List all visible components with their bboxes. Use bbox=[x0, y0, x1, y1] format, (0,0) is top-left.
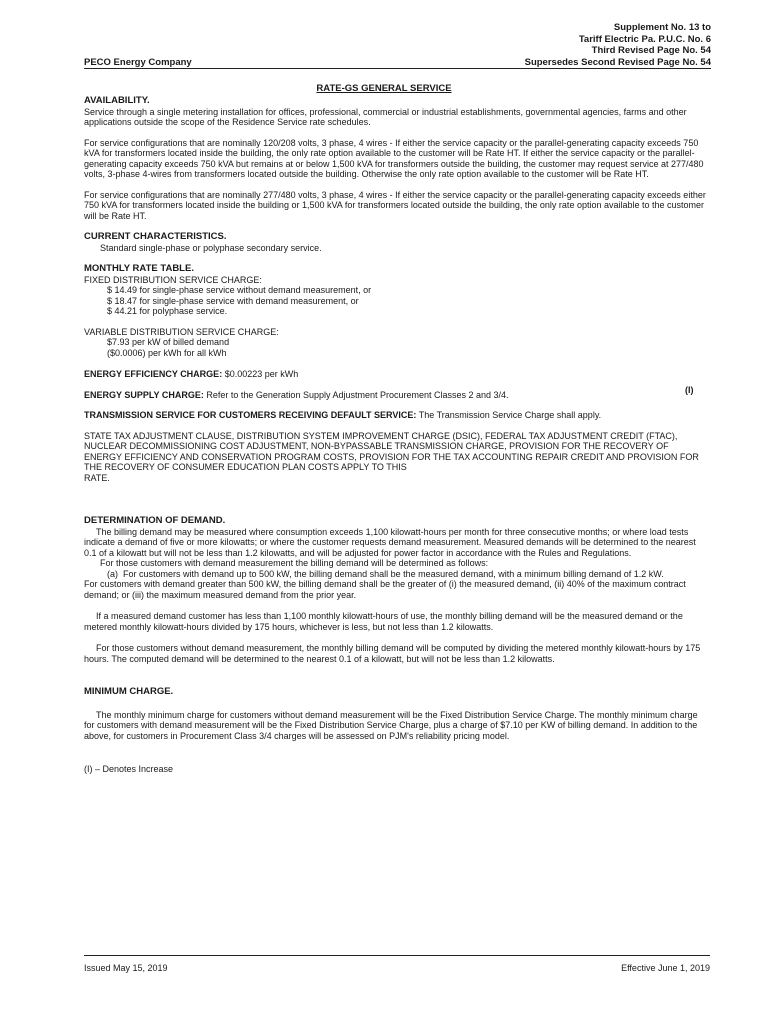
state-tax-clause-end: RATE. bbox=[84, 472, 110, 483]
fixed-charge-item: $ 44.21 for polyphase service. bbox=[107, 306, 228, 316]
minimum-charge-paragraph: The monthly minimum charge for customers without demand measurement will be the Fixed Distribution Service Charge. The monthly minimum charge for customers with demand measurement will be the Fixed Distribution Service Charge, plus a charge of $7.10 per KW of billing demand. In addition to the above, for customers in Procurement Class 3/4 charges will be assessed on PJM's reliability pricing model. bbox=[84, 709, 698, 741]
fixed-charge-item: $ 18.47 for single-phase service with demand measurement, or bbox=[107, 295, 359, 306]
increase-marker: (I) bbox=[685, 385, 694, 395]
page-title: RATE-GS GENERAL SERVICE bbox=[316, 83, 452, 94]
demand-paragraph-1: The billing demand may be measured where consumption exceeds 1,100 kilowatt-hours per month for three consecutive months; or where load tests indicate a demand of five or more kilowatts; or where the customer requests demand measurement. Measured demands will be determined to the nearest 0.1 of a kilowatt but will not be less than 1.2 kilowatts, and will be adjusted for power factor in accordance with the Rules and Regulations. bbox=[84, 526, 696, 558]
determination-of-demand-heading: DETERMINATION OF DEMAND. bbox=[84, 515, 226, 526]
energy-supply-text: Refer to the Generation Supply Adjustment Procurement Classes 2 and 3/4. bbox=[206, 389, 509, 400]
state-tax-clause: STATE TAX ADJUSTMENT CLAUSE, DISTRIBUTION SYSTEM IMPROVEMENT CHARGE (DSIC), FEDERAL TAX ADJUSTMENT CREDIT (FTAC), NUCLEAR DECOMMISSIONING COST ADJUSTMENT, NON-BYPASSABLE TRANSMISSION CHARGE, PROVISION FOR THE RECOVERY OF ENERGY EFFICIENCY AND CONSERVATION PROGRAM COSTS, PROVISION FOR THE TAX ACCOUNTING REPAIR CREDIT AND PROVISION FOR THE RECOVERY OF CONSUMER EDUCATION PLAN COSTS APPLY TO THIS bbox=[84, 430, 699, 472]
energy-efficiency-charge bbox=[84, 369, 708, 380]
demand-item-a-text: For customers with demand up to 500 kW, the billing demand shall be the measured demand, with a minimum billing demand of 1.2 kW. bbox=[123, 568, 664, 579]
effective-date: Effective June 1, 2019 bbox=[621, 963, 710, 973]
revised-page-line: Third Revised Page No. 54 bbox=[591, 45, 711, 57]
variable-charge-item: $7.93 per kW of billed demand bbox=[107, 337, 230, 347]
transmission-service-label: TRANSMISSION SERVICE FOR CUSTOMERS RECEIVING DEFAULT SERVICE: bbox=[84, 410, 417, 420]
demand-item-a-label: (a) bbox=[107, 568, 118, 579]
demand-paragraph-2: For those customers with demand measurement the billing demand will be determined as follows: bbox=[100, 558, 489, 568]
availability-paragraph-3: For service configurations that are nominally 277/480 volts, 3 phase, 4 wires - If either the service capacity or the parallel-generating capacity exceeds either 750 kVA for transformers located inside the building or 1,500 kVA for transformers located outside the building, the only rate option available to the customer will be Rate HT. bbox=[84, 189, 706, 221]
energy-efficiency-label: ENERGY EFFICIENCY CHARGE: bbox=[84, 369, 223, 379]
issued-date: Issued May 15, 2019 bbox=[84, 963, 168, 973]
variable-charge-item: ($0.0006) per kWh for all kWh bbox=[107, 347, 227, 358]
denotes-increase-note: (I) – Denotes Increase bbox=[84, 764, 174, 774]
demand-paragraph-3: For customers with demand greater than 500 kW, the billing demand shall be the greater of (i) the measured demand, (ii) 40% of the maximum contract demand; or (iii) the maximum measured demand from the prior year. bbox=[84, 579, 686, 600]
monthly-rate-heading: MONTHLY RATE TABLE. bbox=[84, 263, 194, 274]
demand-item-a bbox=[84, 569, 708, 580]
variable-charge-heading: VARIABLE DISTRIBUTION SERVICE CHARGE: bbox=[84, 326, 279, 337]
demand-paragraph-5: For those customers without demand measurement, the monthly billing demand will be computed by dividing the metered monthly kilowatt-hours by 175 hours. The computed demand will be determined to the nearest 0.1 of a kilowatt, but will not be less than 1.2 kilowatts. bbox=[84, 643, 701, 664]
availability-heading: AVAILABILITY. bbox=[84, 95, 150, 106]
availability-paragraph-1: Service through a single metering installation for offices, professional, commercial or industrial establishments, governmental agencies, farms and other applications outside the scope of the Residence Service rate schedules. bbox=[84, 106, 687, 127]
supplement-line: Supplement No. 13 to bbox=[613, 22, 711, 33]
page-footer bbox=[84, 955, 710, 974]
header-company-row bbox=[84, 57, 711, 70]
document-body bbox=[84, 96, 708, 775]
energy-supply-charge bbox=[84, 390, 708, 401]
demand-paragraph-4: If a measured demand customer has less than 1,100 monthly kilowatt-hours of use, the monthly billing demand will be the measured demand or the metered monthly kilowatt-hours divided by 175 hours, whichever is less, but not less than 1.2 kilowatts. bbox=[84, 611, 683, 632]
company-name: PECO Energy Company bbox=[84, 56, 192, 68]
minimum-charge-heading: MINIMUM CHARGE. bbox=[84, 686, 174, 697]
transmission-service-text: The Transmission Service Charge shall apply. bbox=[418, 410, 602, 420]
current-characteristics-heading: CURRENT CHARACTERISTICS. bbox=[84, 231, 227, 242]
energy-efficiency-value: $0.00223 per kWh bbox=[224, 369, 299, 379]
fixed-charge-item: $ 14.49 for single-phase service without demand measurement, or bbox=[107, 285, 372, 295]
page-header bbox=[84, 22, 711, 69]
header-right-block bbox=[84, 22, 711, 57]
fixed-charge-heading: FIXED DISTRIBUTION SERVICE CHARGE: bbox=[84, 274, 262, 285]
energy-supply-label: ENERGY SUPPLY CHARGE: bbox=[84, 389, 204, 400]
supersedes-line: Supersedes Second Revised Page No. 54 bbox=[524, 56, 711, 68]
tariff-line: Tariff Electric Pa. P.U.C. No. 6 bbox=[578, 33, 711, 45]
current-characteristics-text: Standard single-phase or polyphase secondary service. bbox=[100, 242, 322, 253]
transmission-service-charge bbox=[84, 410, 708, 421]
availability-paragraph-2: For service configurations that are nominally 120/208 volts, 3 phase, 4 wires - If either the service capacity or the parallel-generating capacity exceeds 750 kVA for transformers located inside the building, the only rate option available to the customer will be Rate HT. If either the service capacity or the parallel-generating capacity exceeds 750 kVA but remains at or below 1,500 kVA for transformers outside the building, the customer may request service at 277/480 volts, 3-phase 4-wires from transformers located outside the building. Otherwise the only rate option available to the customer will be Rate HT. bbox=[84, 137, 704, 179]
